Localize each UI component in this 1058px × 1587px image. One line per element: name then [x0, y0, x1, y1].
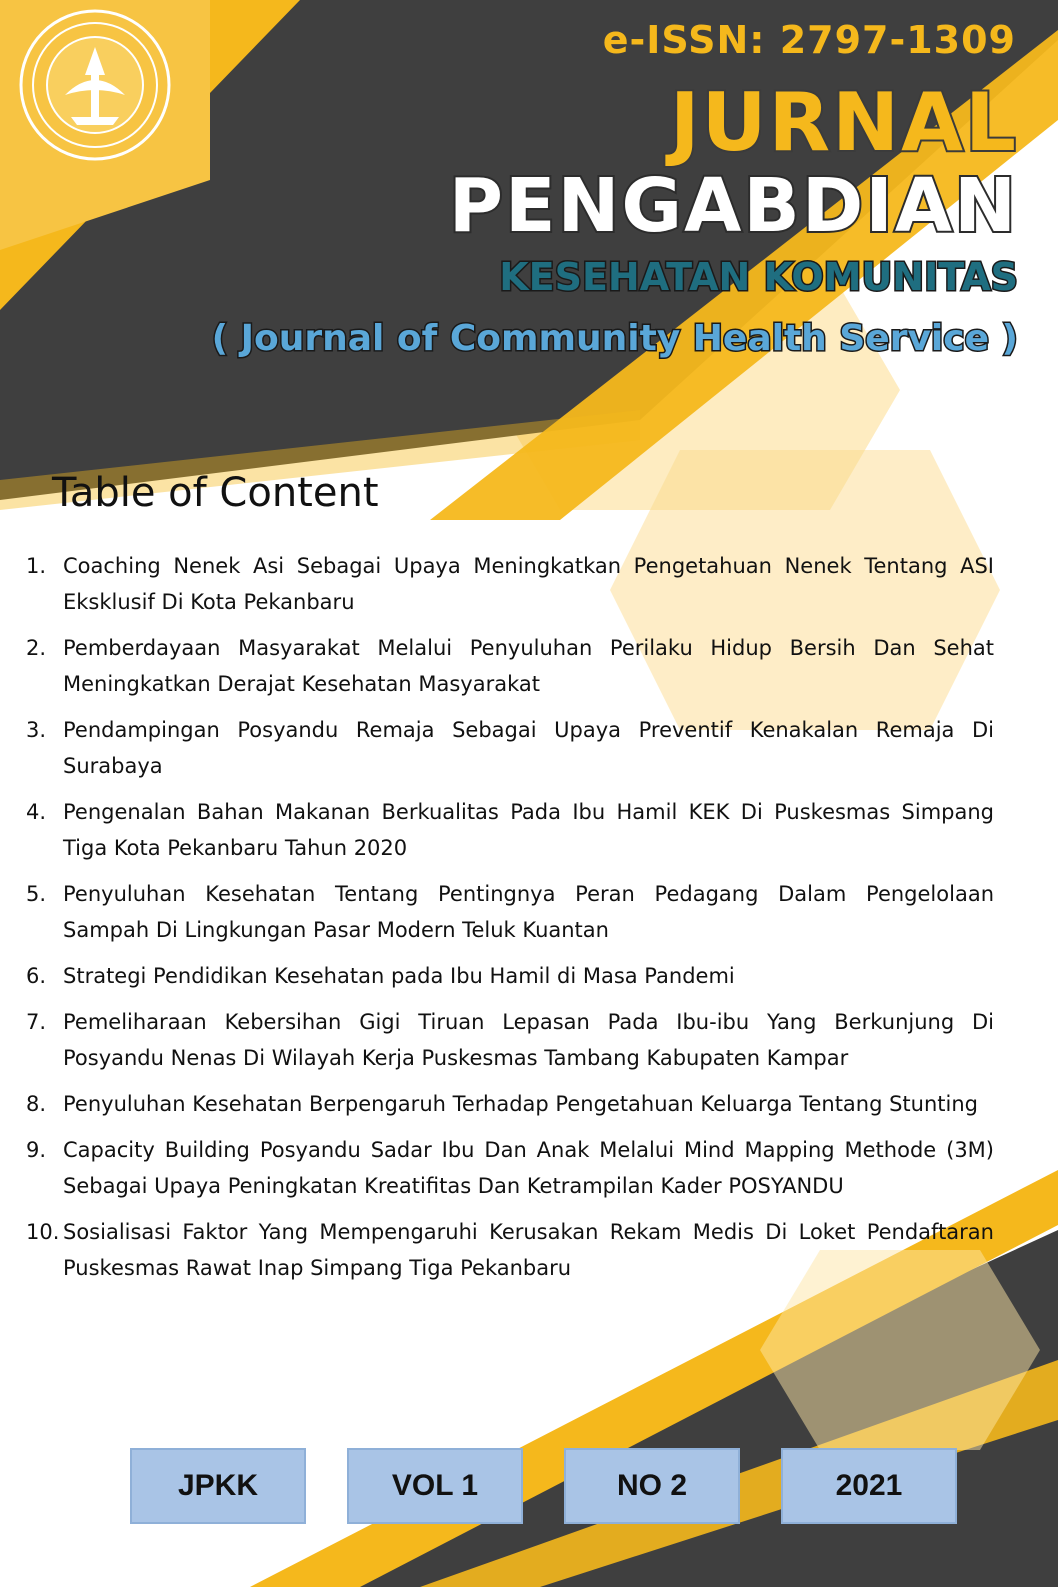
toc-item-number: 7. — [26, 1010, 47, 1034]
toc-item[interactable] — [26, 712, 994, 784]
toc-item-number: 1. — [26, 554, 47, 578]
toc-item-number: 2. — [26, 636, 47, 660]
journal-abbr-badge: JPKK — [130, 1448, 306, 1524]
toc-heading: Table of Content — [52, 470, 379, 516]
toc-item-title[interactable]: Coaching Nenek Asi Sebagai Upaya Meningkatkan Pengetahuan Nenek Tentang ASI Eksklusif Di Kota Pekanbaru — [63, 554, 994, 614]
volume-badge: VOL 1 — [347, 1448, 523, 1524]
toc-item-title[interactable]: Penyuluhan Kesehatan Berpengaruh Terhadap Pengetahuan Keluarga Tentang Stunting — [63, 1092, 978, 1116]
toc-item[interactable] — [26, 794, 994, 866]
journal-title-pengabdian: PENGABDIAN — [448, 163, 1018, 249]
year-badge: 2021 — [781, 1448, 957, 1524]
journal-subtitle: ( Journal of Community Health Service ) — [211, 318, 1018, 359]
toc-item-title[interactable]: Penyuluhan Kesehatan Tentang Pentingnya Peran Pedagang Dalam Pengelolaan Sampah Di Lingkungan Pasar Modern Teluk Kuantan — [63, 882, 994, 942]
toc-item-title[interactable]: Pendampingan Posyandu Remaja Sebagai Upaya Preventif Kenakalan Remaja Di Surabaya — [63, 718, 994, 778]
issue-number-badge: NO 2 — [564, 1448, 740, 1524]
toc-item[interactable] — [26, 1214, 994, 1286]
toc-item-number: 8. — [26, 1092, 47, 1116]
toc-item[interactable] — [26, 630, 994, 702]
toc-item-number: 9. — [26, 1138, 47, 1162]
toc-item[interactable] — [26, 548, 994, 620]
toc-item-title[interactable]: Pemeliharaan Kebersihan Gigi Tiruan Lepasan Pada Ibu-ibu Yang Berkunjung Di Posyandu Nenas Di Wilayah Kerja Puskesmas Tambang Kabupaten Kampar — [63, 1010, 994, 1070]
toc-item-number: 3. — [26, 718, 47, 742]
toc-item-number: 4. — [26, 800, 47, 824]
toc-item-number: 5. — [26, 882, 47, 906]
journal-title-jurnal: JURNAL — [669, 76, 1018, 169]
toc-item-title[interactable]: Strategi Pendidikan Kesehatan pada Ibu Hamil di Masa Pandemi — [63, 964, 735, 988]
toc-item[interactable] — [26, 1132, 994, 1204]
toc-item-title[interactable]: Sosialisasi Faktor Yang Mempengaruhi Kerusakan Rekam Medis Di Loket Pendaftaran Puskesmas Rawat Inap Simpang Tiga Pekanbaru — [63, 1220, 994, 1280]
issn-label: e-ISSN: 2797-1309 — [602, 18, 1016, 62]
toc-list — [26, 548, 994, 1296]
toc-item-number: 6. — [26, 964, 47, 988]
journal-title-kesehatan: KESEHATAN KOMUNITAS — [499, 255, 1018, 299]
toc-item-title[interactable]: Pemberdayaan Masyarakat Melalui Penyuluhan Perilaku Hidup Bersih Dan Sehat Meningkatkan Derajat Kesehatan Masyarakat — [63, 636, 994, 696]
toc-item-title[interactable]: Pengenalan Bahan Makanan Berkualitas Pada Ibu Hamil KEK Di Puskesmas Simpang Tiga Kota Pekanbaru Tahun 2020 — [63, 800, 994, 860]
toc-item[interactable] — [26, 1086, 994, 1122]
toc-item-title[interactable]: Capacity Building Posyandu Sadar Ibu Dan Anak Melalui Mind Mapping Methode (3M) Sebagai Upaya Peningkatan Kreatifitas Dan Ketrampilan Kader POSYANDU — [63, 1138, 994, 1198]
toc-item[interactable] — [26, 958, 994, 994]
toc-item-number: 10. — [26, 1220, 60, 1244]
toc-item[interactable] — [26, 876, 994, 948]
toc-item[interactable] — [26, 1004, 994, 1076]
